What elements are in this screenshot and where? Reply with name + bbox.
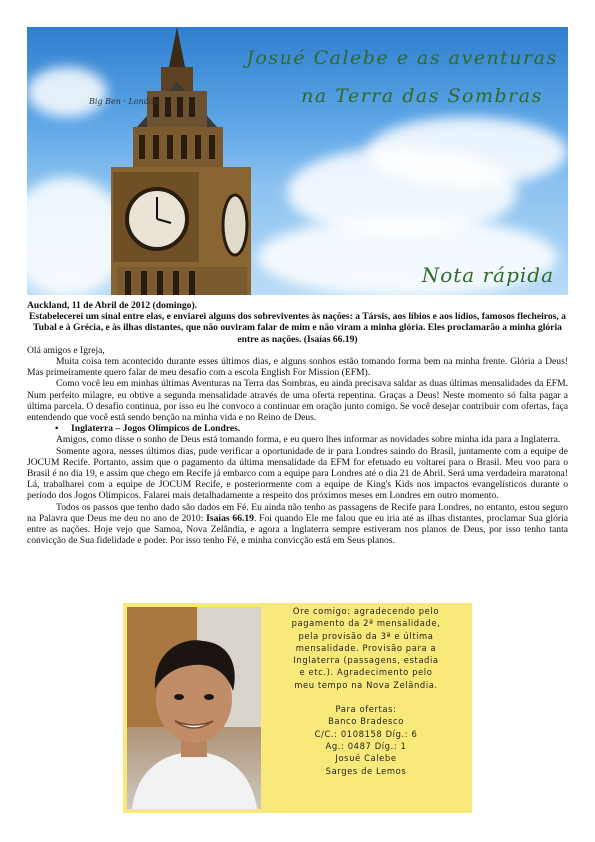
prayer-line: Inglaterra (passagens, estadia — [293, 655, 439, 666]
offer-line: C/C.: 0108158 Díg.: 6 — [314, 728, 418, 739]
banner-title — [237, 39, 567, 115]
cloud — [27, 67, 107, 117]
paragraph: Muita coisa tem acontecido durante esses últimos dias, e alguns sonhos estão tomando forma bem na minha frente. Glória a Deus! Mas primeiramente quero falar de meu desafio com a escola English For Mission (EFM). — [27, 356, 568, 379]
prayer-line: pela provisão da 3ª e última — [298, 630, 434, 641]
paragraph: Como você leu em minhas últimas Aventuras na Terra das Sombras, eu ainda precisava saldar as duas últimas mensalidades da EFM. Num perfeito milagre, eu obtive a segunda mensalidade através de uma oferta repentina. Graças a Deus! Neste momento só falta pagar a última parcela. O desafio continua, por isso eu lhe convoco a continuar em oração junto comigo. Se você desejar contribuir com ofertas, faça entendendo que você está sendo benção na minha vida e no Reino de Deus. — [27, 378, 568, 424]
greeting: Olá amigos e Igreja, — [27, 344, 105, 356]
spacer — [271, 691, 461, 703]
big-ben-image — [97, 27, 257, 295]
place-date: Auckland, 11 de Abril de 2012 (domingo). — [27, 300, 198, 311]
paragraph — [27, 502, 568, 547]
verse-reference: Isaías 66.19 — [206, 512, 254, 524]
cloud — [367, 117, 567, 187]
paragraph-text: . Foi quando Ele me falou que eu iria até as ilhas distantes, proclamar Sua glória entre as nações. Hoje vejo que Samoa, Nova Zelândia, e agora a Inglaterra sempre estiveram nos planos de Deus, por isso tenho tanta convicção de Sua fidelidade e poder. Por isso tenho Fé, e minha convicção está em Seus planos. — [27, 512, 568, 547]
prayer-line: Ore comigo: agradecendo pelo — [292, 606, 440, 616]
author-photo — [127, 607, 261, 809]
offer-line: Josué Calebe — [335, 753, 397, 764]
offer-line: Ag.: 0487 Díg.: 1 — [325, 740, 407, 751]
offer-line: Banco Bradesco — [328, 716, 404, 727]
banner-byline: Big Ben · London — [89, 97, 159, 106]
banner-title-line2: na Terra das Sombras — [301, 85, 543, 107]
paragraph-text: Todos os passos que tenho dado são dados em Fé. Eu ainda não tenho as passagens de Recife para Londres, no entanto, estou seguro na Palavra que Deus me deu no ano de 2010: — [27, 501, 568, 524]
prayer-line: mensalidade. Provisão para a — [295, 642, 437, 653]
prayer-line: pagamento da 2ª mensalidade, — [291, 618, 441, 629]
letter-body — [27, 300, 568, 546]
bullet-heading — [55, 423, 568, 434]
offer-line: Sarges de Lemos — [325, 765, 407, 776]
bullet-heading-text: Inglaterra – Jogos Olímpicos de Londres. — [71, 423, 241, 435]
prayer-line: e etc.). Agradecimento pelo — [299, 667, 433, 678]
prayer-line: meu tempo na Nova Zelândia. — [294, 679, 438, 690]
paragraph: Somente agora, nesses últimos dias, pude verificar a oportunidade de ir para Londres saindo do Brasil, juntamente com a equipe de JOCUM Recife. Portanto, assim que o pagamento da última mensalidade da EFM for efetuado eu voltarei para o Brasil. Meu voo para o Brasil é no dia 19, e assim que chego em Recife já embarco com a equipe para Londres até o dia 21 de Abril. Será uma verdadeira maratona! Lá, trabalharei com a equipe de JOCUM Recife, e posteriormente com a equipe de King's Kids nos impactos evangelísticos durante o período dos Jogos Olímpicos. Falarei mais detalhadamente a respeito dos próximos meses em Londres em outro momento. — [27, 445, 568, 502]
prayer-box-text — [271, 605, 461, 777]
bullet-icon: • — [55, 423, 59, 435]
person-portrait — [127, 607, 261, 809]
offer-line: Para ofertas: — [335, 704, 397, 715]
bible-verse: Estabelecerei um sinal entre elas, e enviarei alguns dos sobreviventes às nações: a Társis, aos líbios e aos lídios, famosos flecheiros, a Tubal e à Grécia, e às ilhas distantes, que não ouviram falar de mim e não viram a minha glória. Eles proclamarão a minha glória entre as nações. (Isaías 66.19) — [29, 311, 566, 345]
banner-subtitle: Nota rápida — [421, 263, 554, 287]
paragraph: Amigos, como disse o sonho de Deus está tomando forma, e eu quero lhes informar as novidades sobre minha ida para a Inglaterra. — [56, 434, 561, 446]
prayer-box — [123, 603, 472, 813]
banner-title-line1: Josué Calebe e as aventuras — [246, 47, 558, 69]
header-banner — [27, 27, 568, 295]
